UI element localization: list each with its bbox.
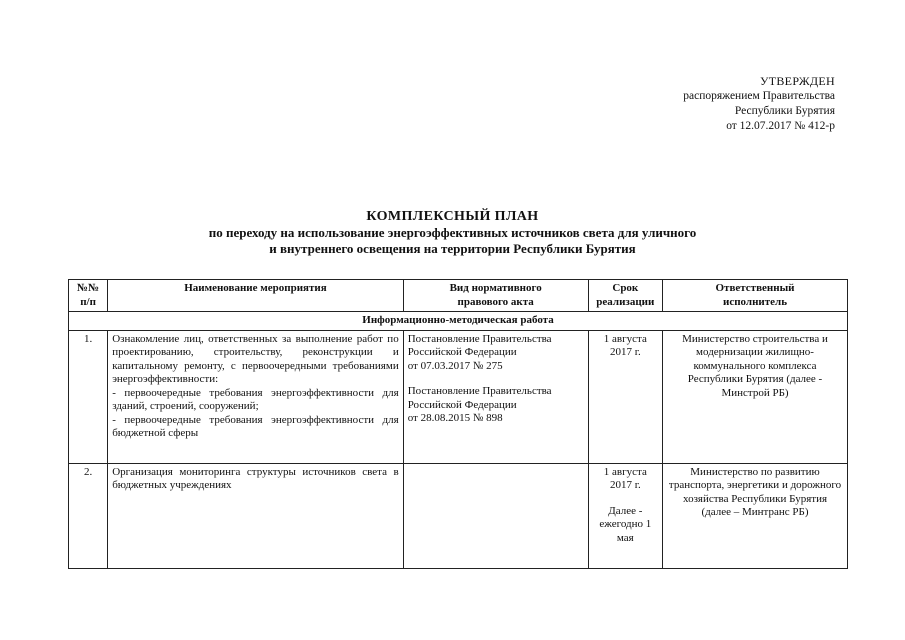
approval-title: УТВЕРЖДЕН (759, 74, 835, 88)
section-title: Информационно-методическая работа (69, 312, 848, 331)
approval-date: от 12.07.2017 № 412-р (726, 120, 835, 132)
header-executor: Ответственный исполнитель (663, 280, 848, 312)
row-act: Постановление Правительства Российской Федерации от 07.03.2017 № 275 Постановление Правительства Российской Федерации от 28.08.2015 № 898 (403, 330, 588, 463)
table-header-row (69, 280, 848, 312)
approval-line: распоряжением Правительства (683, 90, 835, 102)
row-term: 1 августа 2017 г. Далее - ежегодно 1 мая (588, 463, 662, 568)
document-title: КОМПЛЕКСНЫЙ ПЛАН (366, 209, 539, 224)
row-name: Ознакомление лиц, ответственных за выполнение работ по проектированию, строительству, реконструкции и капитальному ремонту, с первоочередными требованиями энергоэффективности: - первоочередные требования энергоэффективности для зданий, строений, сооружений; - первоочередные требования энергоэффективности для бюджетной сферы (108, 330, 404, 463)
header-num: №№ п/п (69, 280, 108, 312)
header-term: Срок реализации (588, 280, 662, 312)
approval-line: Республики Бурятия (734, 105, 835, 117)
section-row (69, 312, 848, 331)
approval-stamp (683, 74, 835, 134)
row-term: 1 августа 2017 г. (588, 330, 662, 463)
header-act: Вид нормативного правового акта (403, 280, 588, 312)
document-subtitle-line: по переходу на использование энергоэффективных источников света для уличного (208, 225, 697, 240)
header-name: Наименование мероприятия (108, 280, 404, 312)
plan-table (68, 279, 848, 569)
row-num: 1. (69, 330, 108, 463)
document-subtitle-line: и внутреннего освещения на территории Республики Бурятия (269, 241, 636, 256)
row-executor: Министерство по развитию транспорта, энергетики и дорожного хозяйства Республики Бурятия (далее – Минтранс РБ) (663, 463, 848, 568)
document-heading (0, 209, 905, 257)
table-row (69, 463, 848, 568)
table-row (69, 330, 848, 463)
row-name: Организация мониторинга структуры источников света в бюджетных учреждениях (108, 463, 404, 568)
row-num: 2. (69, 463, 108, 568)
row-executor: Министерство строительства и модернизации жилищно-коммунального комплекса Республики Бурятия (далее - Минстрой РБ) (663, 330, 848, 463)
row-act (403, 463, 588, 568)
